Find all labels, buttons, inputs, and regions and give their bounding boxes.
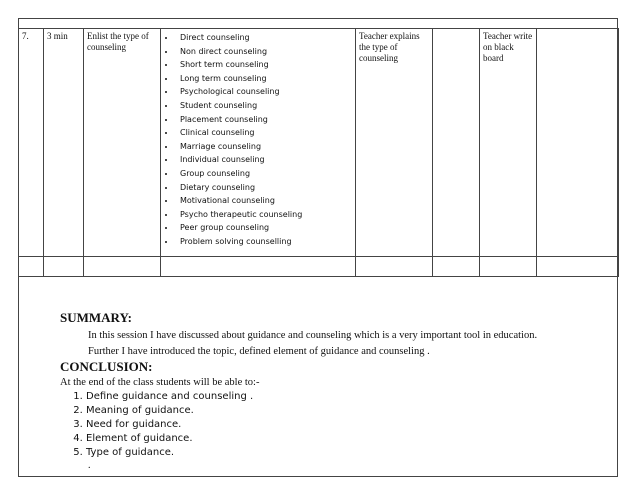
topics-list xyxy=(164,31,352,249)
list-item: 2. Meaning of guidance. xyxy=(86,404,610,418)
summary-line-1: In this session I have discussed about guidance and counseling which is a very important tool in education. xyxy=(88,330,538,341)
summary-heading: SUMMARY: xyxy=(60,310,133,325)
conclusion-points xyxy=(60,390,610,460)
list-item: • Dietary counseling xyxy=(176,181,352,195)
list-item: • Student counseling xyxy=(176,99,352,113)
conclusion-section xyxy=(60,359,610,472)
list-item: • Psycho therapeutic counseling xyxy=(176,208,352,222)
list-item: 3. Need for guidance. xyxy=(86,418,610,432)
list-item: 5. Type of guidance. xyxy=(86,446,610,460)
list-item: • Marriage counseling xyxy=(176,140,352,154)
list-item: 1. Define guidance and counseling . xyxy=(86,390,610,404)
list-item: • Group counseling xyxy=(176,167,352,181)
row-av-aids: Teacher write on black board xyxy=(480,29,537,257)
trailing-dot: . xyxy=(88,460,91,471)
summary-text xyxy=(88,328,610,360)
summary-section xyxy=(60,310,610,360)
list-item: • Motivational counseling xyxy=(176,194,352,208)
conclusion-heading: CONCLUSION: xyxy=(60,359,153,374)
list-item: 4. Element of guidance. xyxy=(86,432,610,446)
list-item: • Individual counseling xyxy=(176,153,352,167)
list-item: • Placement counseling xyxy=(176,113,352,127)
list-item: • Long term counseling xyxy=(176,72,352,86)
list-item: • Non direct counseling xyxy=(176,45,352,59)
list-item: • Clinical counseling xyxy=(176,126,352,140)
row-objective: Enlist the type of counseling xyxy=(84,29,161,257)
lesson-plan-table xyxy=(18,28,619,277)
table-row-empty xyxy=(19,257,619,277)
row-time: 3 min xyxy=(44,29,84,257)
list-item: • Peer group counseling xyxy=(176,221,352,235)
list-item: • Problem solving counselling xyxy=(176,235,352,249)
conclusion-intro: At the end of the class students will be able to:- xyxy=(60,377,260,388)
row-topics-cell xyxy=(161,29,356,257)
row-number: 7. xyxy=(19,29,44,257)
row-teacher-activity: Teacher explains the type of counseling xyxy=(356,29,433,257)
list-item: • Short term counseling xyxy=(176,58,352,72)
row-evaluation xyxy=(537,29,619,257)
row-student-activity xyxy=(433,29,480,257)
table-row xyxy=(19,29,619,257)
list-item: • Direct counseling xyxy=(176,31,352,45)
summary-line-2: Further I have introduced the topic, defined element of guidance and counseling . xyxy=(88,346,430,357)
list-item: • Psychological counseling xyxy=(176,85,352,99)
